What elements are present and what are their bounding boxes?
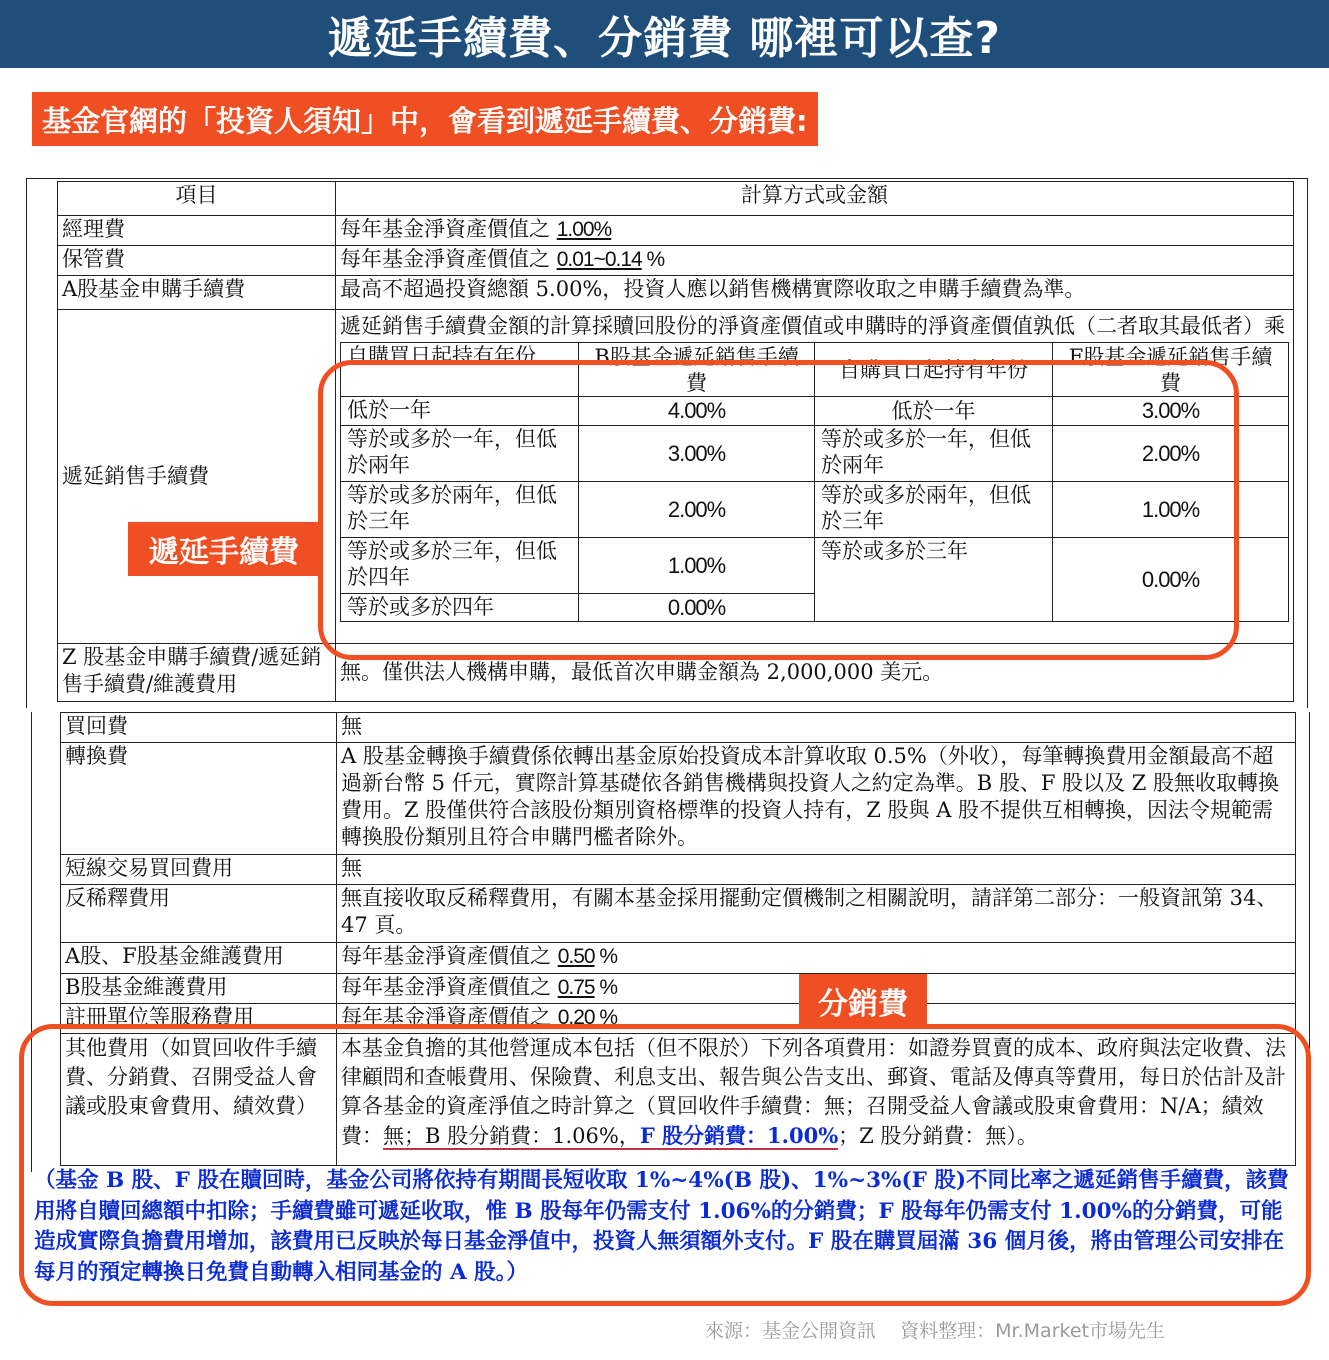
b-fee: 3.00% [579,426,815,482]
col-b-period: 自購買日起持有年份 [341,343,579,397]
distribution-fee-label: 分銷費 [799,974,927,1028]
b-period: 等於或多於三年，但低於四年 [341,538,579,594]
row-value: 本基金負擔的其他營運成本包括（但不限於）下列各項費用：如證券買賣的成本、政府與法定收費、法律顧問和查帳費用、保險費、利息支出、報告與公告支出、郵資、電話及傳真等費用，每日於估計及計算各基金的資產淨值之時計算之（買回收件手續費：無；召開受益人會議或股東會費用：N/A；績效費：無；B 股分銷費：1.06%，F 股分銷費：1.00%；Z 股分銷費：無）。 [337,1034,1296,1166]
col-b-fee: B股基金遞延銷售手續費 [579,343,815,397]
row-item: Z 股基金申購手續費/遞延銷售手續費/維護費用 [58,644,336,702]
header-item: 項目 [58,182,336,216]
f-period: 等於或多於一年，但低於兩年 [814,426,1052,482]
table-row [58,216,1294,246]
col-f-fee: F股基金遞延銷售手續費 [1053,343,1289,397]
table-row [58,276,1294,310]
table-row [58,246,1294,276]
row-value: 每年基金淨資產價值之 0.50 % [337,943,1296,974]
row-value: 每年基金淨資產價值之 0.20 % [337,1004,1296,1034]
row-value: 無 [337,713,1296,743]
b-fee: 1.00% [579,538,815,594]
b-period: 等於或多於四年 [341,594,579,622]
f-fee: 2.00% [1053,426,1289,482]
f-fee: 1.00% [1053,482,1289,538]
title-banner [0,0,1329,68]
row-value: 每年基金淨資產價值之 0.01~0.14 % [336,246,1294,276]
row-item: 經理費 [58,216,336,246]
deferred-fee-note: （基金 B 股、F 股在贖回時，基金公司將依持有期間長短收取 1%~4%(B 股)、1%~3%(F 股)不同比率之遞延銷售手續費，該費用將自贖回總額中扣除；手續費雖可遞延收取，惟 B 股每年仍需支付 1.06%的分銷費；F 股每年仍需支付 1.00%的分銷費，可能造成實際負擔費用增加，該費用已反映於每日基金淨值中，投資人無須額外支付。F 股在購買屆滿 36 個月後，將由管理公司安排在每月的預定轉換日免費自動轉入相同基金的 A 股。） [34,1168,1289,1285]
f-period: 等於或多於兩年，但低於三年 [814,482,1052,538]
subtitle-banner [32,92,818,146]
row-item: 註冊單位等服務費用 [61,1004,337,1034]
row-item: 買回費 [61,713,337,743]
table-row [61,943,1296,974]
row-value: 每年基金淨資產價值之 0.75 % [337,974,1296,1004]
b-fee: 2.00% [579,482,815,538]
table-row [61,974,1296,1004]
f-fee: 0.00% [1053,538,1289,622]
table-row [61,713,1296,743]
subtitle-text: 基金官網的「投資人須知」中，會看到遞延手續費、分銷費: [42,103,808,138]
row-value: 每年基金淨資產價值之 1.00% [336,216,1294,246]
distribution-fee-highlight [19,1024,1311,1306]
row-item: B股基金維護費用 [61,974,337,1004]
deferred-fee-highlight [318,360,1239,660]
row-item: 反稀釋費用 [61,885,337,943]
b-period: 等於或多於一年，但低於兩年 [341,426,579,482]
row-item: 短線交易買回費用 [61,855,337,885]
source-credit: 來源：基金公開資訊 資料整理：Mr.Market市場先生 [705,1320,1165,1342]
header-method: 計算方式或金額 [336,182,1294,216]
row-value: 最高不超過投資總額 5.00%，投資人應以銷售機構實際收取之申購手續費為準。 [336,276,1294,310]
row-value: 無直接收取反稀釋費用，有關本基金採用擺動定價機制之相關說明，請詳第二部分：一般資訊第 34、47 頁。 [337,885,1296,943]
b-period: 等於或多於兩年，但低於三年 [341,482,579,538]
row-item: 遞延銷售手續費 [58,310,336,644]
table-row [61,885,1296,943]
table-row [61,743,1296,855]
table-row [61,855,1296,885]
deferred-intro: 遞延銷售手續費金額的計算採贖回股份的淨資產價值或申購時的淨資產價值孰低（二者取其最低者）乘 [340,314,1285,338]
row-value: 無。僅供法人機構申購，最低首次申購金額為 2,000,000 美元。 [336,644,1294,702]
row-item: A股基金申購手續費 [58,276,336,310]
table-header-row [58,182,1294,216]
f-period: 等於或多於三年 [814,538,1052,622]
f-fee: 3.00% [1053,397,1289,426]
row-item: 保管費 [58,246,336,276]
b-fee: 4.00% [579,397,815,426]
row-item: 轉換費 [61,743,337,855]
b-period: 低於一年 [341,397,579,426]
deferred-fee-label: 遞延手續費 [128,522,320,576]
row-item: 其他費用（如買回收件手續費、分銷費、召開受益人會議或股東會費用、績效費） [61,1034,337,1166]
col-f-period: 自購買日起持有年份 [814,343,1052,397]
b-fee: 0.00% [579,594,815,622]
page-title: 遞延手續費、分銷費 哪裡可以查? [328,13,1001,64]
row-value: A 股基金轉換手續費係依轉出基金原始投資成本計算收取 0.5%（外收），每筆轉換費用金額最高不超過新台幣 5 仟元，實際計算基礎依各銷售機構與投資人之約定為準。B 股、F 股以及 Z 股無收取轉換費用。Z 股僅供符合該股份類別資格標準的投資人持有，Z 股與 A 股不提供互相轉換，因法令規範需轉換股份類別且符合申購門檻者除外。 [337,743,1296,855]
row-item: A股、F股基金維護費用 [61,943,337,974]
row-value: 無 [337,855,1296,885]
f-period: 低於一年 [814,397,1052,426]
